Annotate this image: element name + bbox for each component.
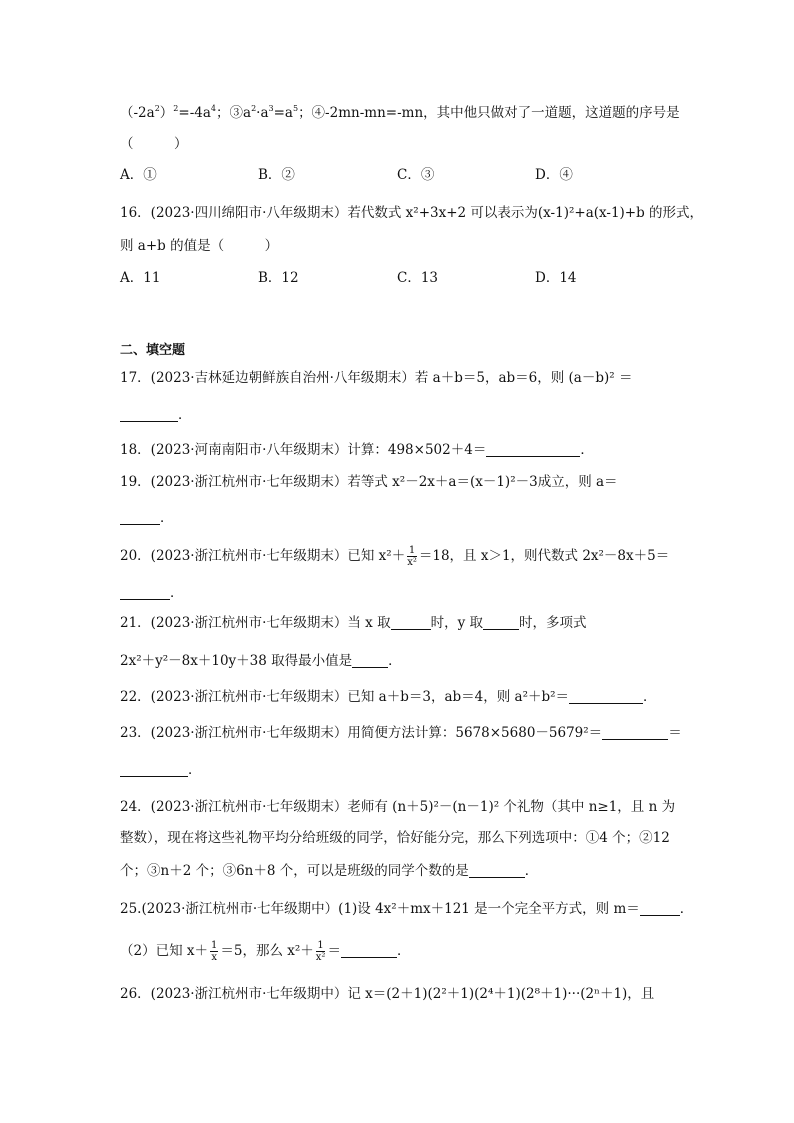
q20-answer-blank[interactable] bbox=[120, 585, 170, 600]
q21-min-blank[interactable] bbox=[352, 653, 388, 668]
q24-line2: 整数），现在将这些礼物平均分给班级的同学，恰好能分完，那么下列选项中：①4 个；②12 bbox=[120, 830, 670, 846]
q17-answer-blank[interactable] bbox=[120, 407, 178, 422]
q23-answer-blank-2[interactable] bbox=[120, 762, 188, 777]
q22-answer-blank[interactable] bbox=[569, 689, 643, 704]
q20-fraction: $\frac{1}{\text{x²}}$ bbox=[407, 545, 417, 568]
q24-answer-blank[interactable] bbox=[469, 863, 525, 878]
q23-answer-blank-1[interactable] bbox=[602, 725, 668, 740]
q21-line1: 21．(2023·浙江杭州市·七年级期末）当 x 取 时，y 取 时，多项式 bbox=[120, 615, 587, 631]
q25-fraction-2: $\frac{1}{\text{x²}}$ bbox=[315, 940, 326, 963]
q16-option-d[interactable]: D．14 bbox=[535, 270, 577, 286]
q25-sum-blank[interactable] bbox=[341, 943, 397, 958]
q23-answer-row: ． bbox=[120, 760, 202, 780]
q16-option-b[interactable]: B．12 bbox=[258, 270, 299, 286]
q17-text: 17．(2023·吉林延边朝鲜族自治州·八年级期末）若 a＋b＝5，ab＝6，则 (a－b)² ＝ bbox=[120, 370, 633, 386]
q16-line2: 则 a+b 的值是（ ） bbox=[120, 238, 279, 254]
q19-answer-blank[interactable] bbox=[120, 510, 160, 525]
q21-x-blank[interactable] bbox=[391, 615, 431, 630]
q16-line1: 16．(2023·四川绵阳市·八年级期末）若代数式 x²+3x+2 可以表示为(x-1)²+a(x-1)+b 的形式， bbox=[120, 205, 704, 221]
q15-option-b[interactable]: B．② bbox=[258, 167, 295, 183]
q15-answer-paren: （ ） bbox=[120, 136, 188, 152]
q25-line1: 25.(2023·浙江杭州市·七年级期中）(1)设 4x²＋mx＋121 是一个完全平方式，则 m＝ ． bbox=[120, 901, 694, 917]
q20-row: 20．(2023·浙江杭州市·七年级期末）已知 x²＋ $\frac{1}{\text{x²}}$ ＝18，且 x＞1，则代数式 2x²－8x＋5＝ bbox=[120, 545, 670, 568]
q18-answer-blank[interactable] bbox=[486, 442, 580, 457]
q19-text: 19．(2023·浙江杭州市·七年级期末）若等式 x²－2x＋a＝(x－1)²－3成立，则 a＝ bbox=[120, 474, 618, 490]
q21-y-blank[interactable] bbox=[483, 615, 519, 630]
q15-option-c[interactable]: C．③ bbox=[397, 167, 435, 183]
q25-line2: （2）已知 x＋ $\frac{1}{x}$ ＝5，那么 x²＋ $\frac{1}{\text{x²}}$ ＝ ． bbox=[120, 940, 411, 963]
q18-row: 18．(2023·河南南阳市·八年级期末）计算：498×502＋4＝ ． bbox=[120, 442, 594, 458]
q24-line1: 24．(2023·浙江杭州市·七年级期末）老师有 (n＋5)²－(n－1)² 个礼物（其中 n≥1，且 n 为 bbox=[120, 799, 676, 815]
q15-option-a[interactable]: A．① bbox=[120, 167, 157, 183]
q21-line2: 2x²＋y²－8x＋10y＋38 取得最小值是 ． bbox=[120, 653, 402, 669]
q22-row: 22．(2023·浙江杭州市·七年级期末）已知 a＋b＝3，ab＝4，则 a²＋b²＝ ． bbox=[120, 689, 657, 705]
q25-m-blank[interactable] bbox=[640, 901, 680, 916]
q20-answer-row: ． bbox=[120, 583, 184, 603]
q16-option-c[interactable]: C．13 bbox=[397, 270, 439, 286]
q17-answer-row: ． bbox=[120, 405, 192, 425]
q23-row: 23．(2023·浙江杭州市·七年级期末）用简便方法计算：5678×5680－5679²＝ ＝ bbox=[120, 725, 682, 741]
section-title: 二、填空题 bbox=[120, 343, 186, 358]
q15-option-d[interactable]: D．④ bbox=[535, 167, 573, 183]
q15-line1: $(-2a^2)^2=-4a^4$；$③a^2\cdot a^3=a^5$；④-2mn-mn=-mn，其中他只做对了一道题，这道题的序号是 bbox=[120, 104, 680, 121]
q16-option-a[interactable]: A．11 bbox=[120, 270, 161, 286]
q26-text: 26．(2023·浙江杭州市·七年级期中）记 x＝(2＋1)(2²＋1)(2⁴＋1)(2⁸＋1)···(2ⁿ＋1)，且 bbox=[120, 986, 655, 1002]
q24-line3: 个；③n＋2 个；③6n＋8 个，可以是班级的同学个数的是 ． bbox=[120, 863, 539, 879]
q25-fraction-1: $\frac{1}{x}$ bbox=[211, 940, 218, 963]
q19-answer-row: ． bbox=[120, 508, 174, 528]
